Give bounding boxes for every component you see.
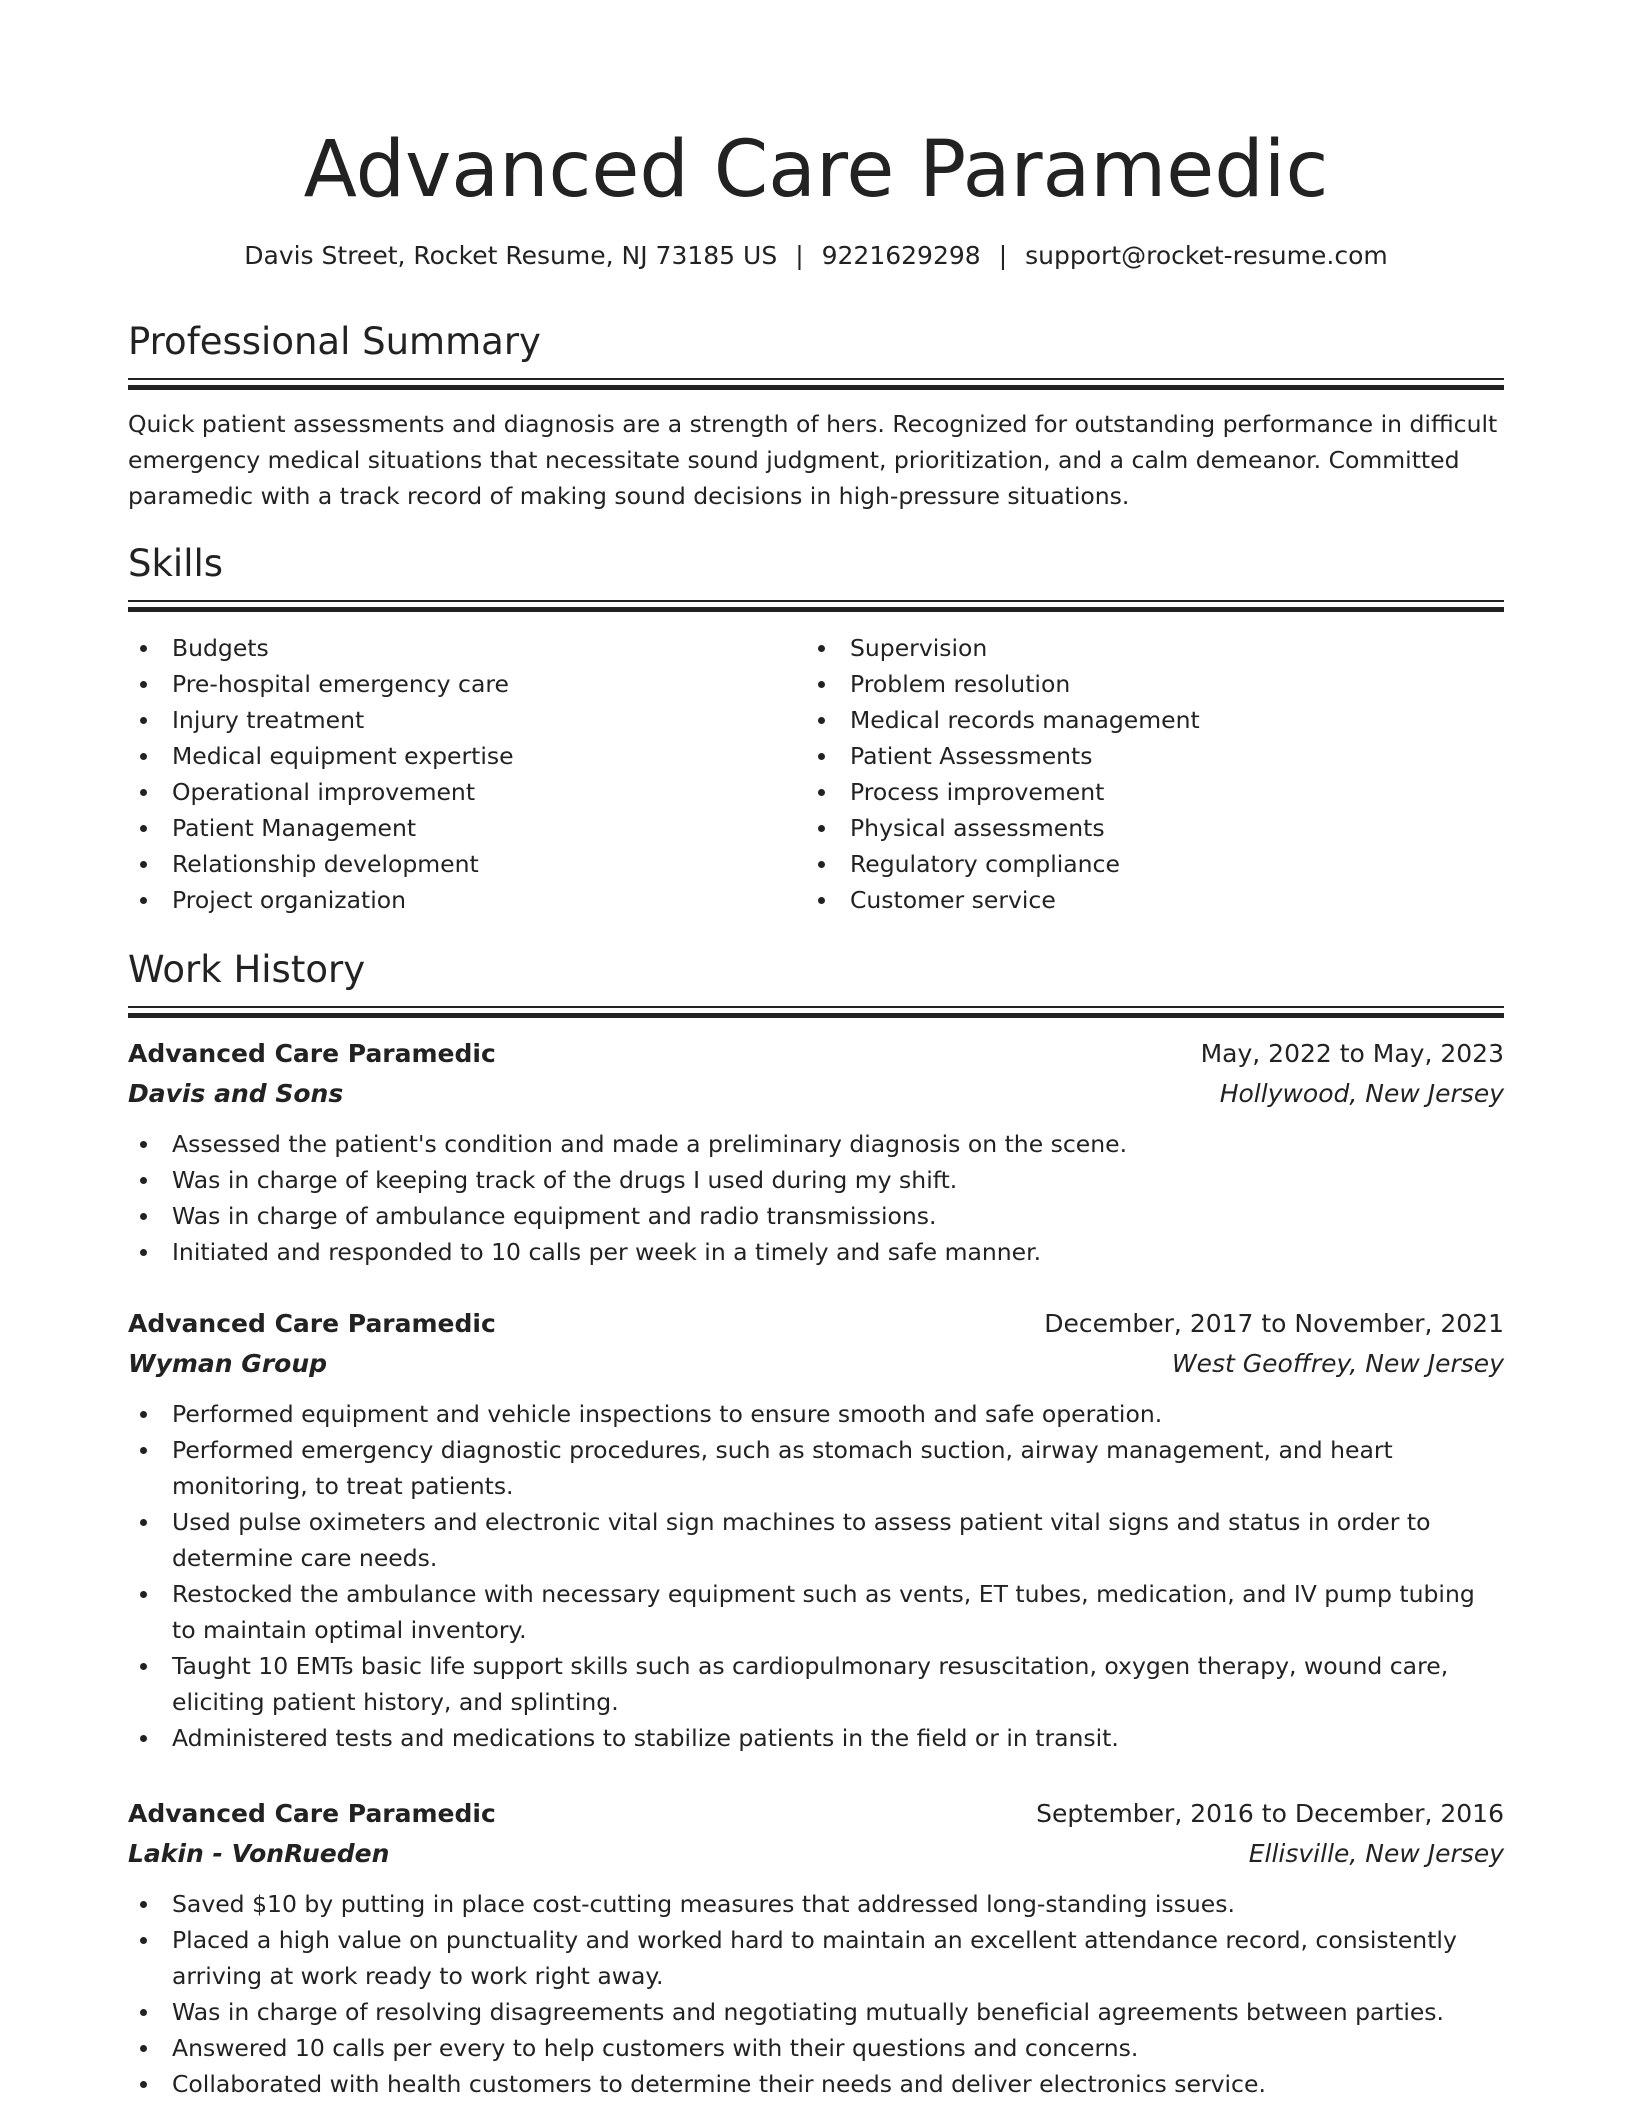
contact-address: Davis Street, Rocket Resume, NJ 73185 US bbox=[244, 241, 778, 270]
job-entry bbox=[128, 1304, 1504, 1756]
skill-item: Medical records management bbox=[806, 702, 1466, 738]
skill-item: Supervision bbox=[806, 630, 1466, 666]
job-dates: December, 2017 to November, 2021 bbox=[1044, 1309, 1504, 1338]
skill-item: Budgets bbox=[128, 630, 788, 666]
skill-item: Operational improvement bbox=[128, 774, 788, 810]
skill-item: Patient Assessments bbox=[806, 738, 1466, 774]
job-company-row bbox=[128, 1074, 1504, 1114]
section-title-summary: Professional Summary bbox=[128, 320, 541, 363]
skill-item: Relationship development bbox=[128, 846, 788, 882]
job-bullet: Used pulse oximeters and electronic vital sign machines to assess patient vital signs and status in order to determine care needs. bbox=[128, 1504, 1504, 1576]
job-entry bbox=[128, 1034, 1504, 1270]
skills-list-right bbox=[806, 630, 1466, 918]
section-title-work: Work History bbox=[128, 948, 366, 991]
job-bullet: Was in charge of keeping track of the drugs I used during my shift. bbox=[128, 1162, 1504, 1198]
job-bullet: Taught 10 EMTs basic life support skills such as cardiopulmonary resuscitation, oxygen therapy, wound care, eliciting patient history, and splinting. bbox=[128, 1648, 1504, 1720]
job-bullet: Saved $10 by putting in place cost-cutting measures that addressed long-standing issues. bbox=[128, 1886, 1504, 1922]
job-company: Davis and Sons bbox=[128, 1079, 344, 1108]
job-bullet: Initiated and responded to 10 calls per week in a timely and safe manner. bbox=[128, 1234, 1504, 1270]
job-dates: May, 2022 to May, 2023 bbox=[1200, 1039, 1504, 1068]
skill-item: Patient Management bbox=[128, 810, 788, 846]
skill-item: Pre-hospital emergency care bbox=[128, 666, 788, 702]
skill-item: Project organization bbox=[128, 882, 788, 918]
job-header-row bbox=[128, 1034, 1504, 1074]
job-location: Hollywood, New Jersey bbox=[1219, 1079, 1504, 1108]
job-dates: September, 2016 to December, 2016 bbox=[1036, 1799, 1504, 1828]
contact-phone: 9221629298 bbox=[821, 241, 981, 270]
skill-item: Physical assessments bbox=[806, 810, 1466, 846]
skills-list-left bbox=[128, 630, 788, 918]
job-title: Advanced Care Paramedic bbox=[128, 1039, 496, 1068]
job-bullets bbox=[128, 1886, 1504, 2102]
skill-item: Injury treatment bbox=[128, 702, 788, 738]
job-company: Lakin - VonRueden bbox=[128, 1839, 390, 1868]
section-title-skills: Skills bbox=[128, 542, 224, 585]
job-header-row bbox=[128, 1794, 1504, 1834]
job-title: Advanced Care Paramedic bbox=[128, 1799, 496, 1828]
contact-line bbox=[128, 238, 1504, 274]
job-bullet: Placed a high value on punctuality and worked hard to maintain an excellent attendance record, consistently arriving at work ready to work right away. bbox=[128, 1922, 1504, 1994]
skill-item: Process improvement bbox=[806, 774, 1466, 810]
job-company: Wyman Group bbox=[128, 1349, 328, 1378]
section-divider bbox=[128, 378, 1504, 390]
summary-text: Quick patient assessments and diagnosis are a strength of hers. Recognized for outstanding performance in difficult emergency medical situations that necessitate sound judgment, prioritization, and a calm demeanor. Committed paramedic with a track record of making sound decisions in high-pressure situations. bbox=[128, 410, 1498, 510]
contact-separator: | bbox=[998, 241, 1008, 270]
job-bullet: Administered tests and medications to stabilize patients in the field or in transit. bbox=[128, 1720, 1504, 1756]
job-company-row bbox=[128, 1344, 1504, 1384]
skill-item: Problem resolution bbox=[806, 666, 1466, 702]
job-bullet: Performed emergency diagnostic procedures, such as stomach suction, airway management, and heart monitoring, to treat patients. bbox=[128, 1432, 1504, 1504]
job-bullet: Answered 10 calls per every to help customers with their questions and concerns. bbox=[128, 2030, 1504, 2066]
job-location: Ellisville, New Jersey bbox=[1248, 1839, 1504, 1868]
job-bullet: Collaborated with health customers to determine their needs and deliver electronics service. bbox=[128, 2066, 1504, 2102]
candidate-name: Advanced Care Paramedic bbox=[303, 125, 1329, 215]
section-divider bbox=[128, 600, 1504, 612]
job-company-row bbox=[128, 1834, 1504, 1874]
job-bullet: Was in charge of resolving disagreements and negotiating mutually beneficial agreements between parties. bbox=[128, 1994, 1504, 2030]
job-location: West Geoffrey, New Jersey bbox=[1171, 1349, 1504, 1378]
job-bullet: Restocked the ambulance with necessary equipment such as vents, ET tubes, medication, and IV pump tubing to maintain optimal inventory. bbox=[128, 1576, 1504, 1648]
skill-item: Regulatory compliance bbox=[806, 846, 1466, 882]
job-header-row bbox=[128, 1304, 1504, 1344]
job-bullet: Assessed the patient's condition and made a preliminary diagnosis on the scene. bbox=[128, 1126, 1504, 1162]
job-bullets bbox=[128, 1126, 1504, 1270]
job-bullets bbox=[128, 1396, 1504, 1756]
contact-email: support@rocket-resume.com bbox=[1025, 241, 1388, 270]
skill-item: Customer service bbox=[806, 882, 1466, 918]
job-title: Advanced Care Paramedic bbox=[128, 1309, 496, 1338]
contact-separator: | bbox=[795, 241, 804, 270]
job-entry bbox=[128, 1794, 1504, 2102]
section-divider bbox=[128, 1006, 1504, 1018]
job-bullet: Performed equipment and vehicle inspections to ensure smooth and safe operation. bbox=[128, 1396, 1504, 1432]
skill-item: Medical equipment expertise bbox=[128, 738, 788, 774]
job-bullet: Was in charge of ambulance equipment and radio transmissions. bbox=[128, 1198, 1504, 1234]
